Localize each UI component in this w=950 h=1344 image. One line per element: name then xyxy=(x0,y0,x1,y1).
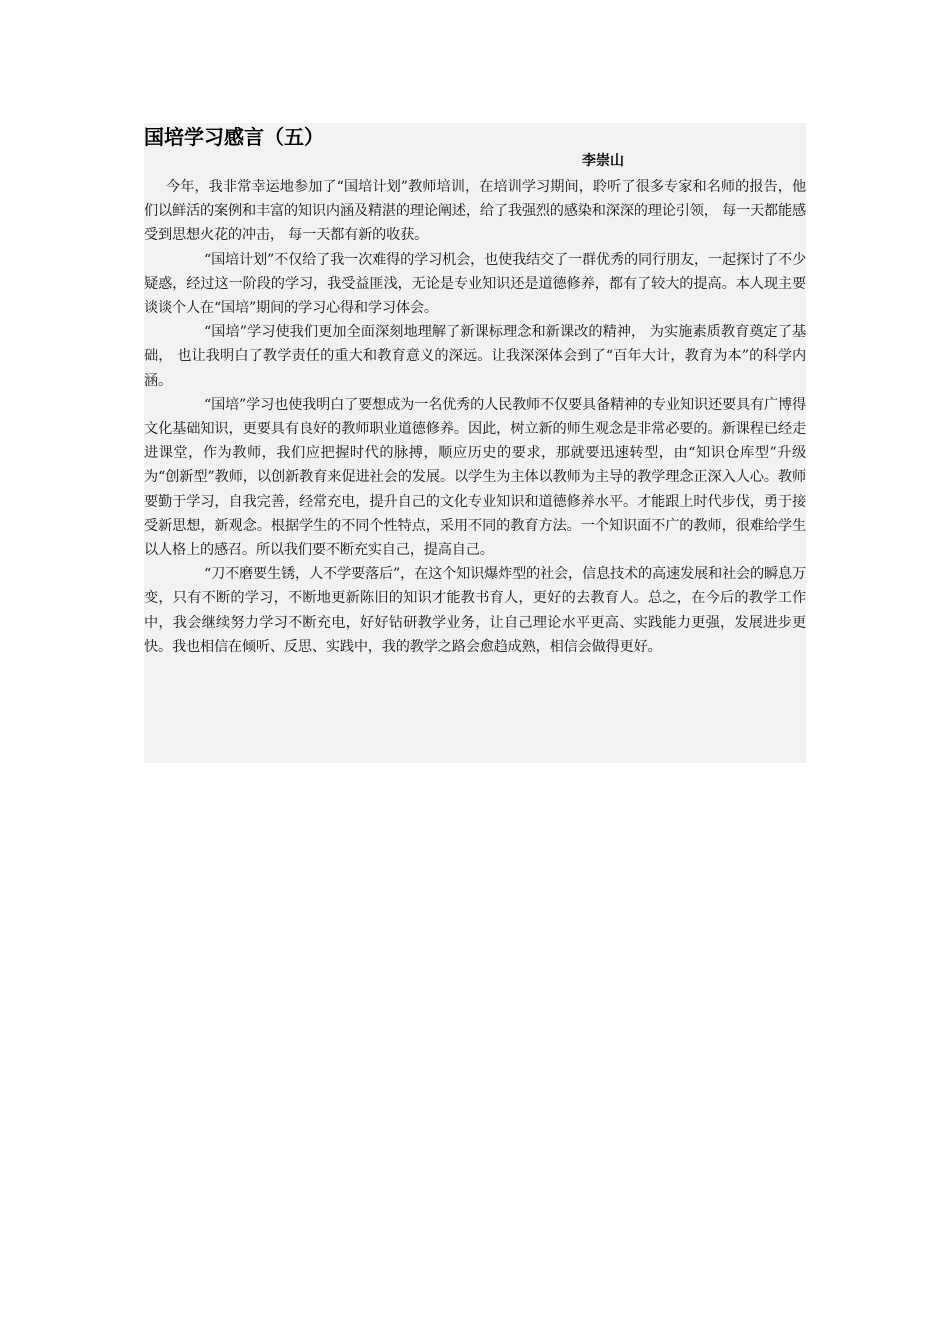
author-name: 李崇山 xyxy=(582,153,624,169)
paragraph-2: “国培计划”不仅给了我一次难得的学习机会，也使我结交了一群优秀的同行朋友，一起探讨了不少疑惑，经过这一阶段的学习，我受益匪浅，无论是专业知识还是道德修养，都有了较大的提高。本人现主要谈谈个人在“国培”期间的学习心得和学习体会。 xyxy=(144,251,806,317)
text-block xyxy=(144,123,806,763)
paragraph-1: 今年，我非常幸运地参加了“国培计划”教师培训，在培训学习期间，聆听了很多专家和名师的报告，他们以鲜活的案例和丰富的知识内涵及精湛的理论阐述，给了我强烈的感染和深深的理论引领， 每一天都能感受到思想火花的冲击， 每一天都有新的收获。 xyxy=(144,179,806,244)
document-title: 国培学习感言（五） xyxy=(144,125,324,149)
paragraph-4: “国培”学习也使我明白了要想成为一名优秀的人民教师不仅要具备精神的专业知识还要具有广博得文化基础知识，更要具有良好的教师职业道德修养。因此，树立新的师生观念是非常必要的。新课程已经走进课堂，作为教师，我们应把握时代的脉搏，顺应历史的要求，那就要迅速转型，由“知识仓库型”升级为“创新型”教师，以创新教育来促进社会的发展。以学生为主体以教师为主导的教学理念正深入人心。教师要勤于学习，自我完善，经常充电，提升自己的文化专业知识和道德修养水平。才能跟上时代步伐，勇于接受新思想，新观念。根据学生的不同个性特点，采用不同的教育方法。一个知识面不广的教师，很难给学生以人格上的感召。所以我们要不断充实自己，提高自己。 xyxy=(144,396,806,559)
paragraph-5: “刀不磨要生锈，人不学要落后”，在这个知识爆炸型的社会，信息技术的高速发展和社会的瞬息万变，只有不断的学习，不断地更新陈旧的知识才能教书育人，更好的去教育人。总之，在今后的教学工作中，我会继续努力学习不断充电，好好钻研教学业务，让自己理论水平更高、实践能力更强，发展进步更快。我也相信在倾听、反思、实践中，我的教学之路会愈趋成熟，相信会做得更好。 xyxy=(144,566,806,655)
document-body xyxy=(144,175,806,659)
paragraph-3: “国培”学习使我们更加全面深刻地理解了新课标理念和新课改的精神， 为实施素质教育奠定了基础， 也让我明白了教学责任的重大和教育意义的深远。让我深深体会到了“百年大计，教育为本”的科学内涵。 xyxy=(144,324,806,389)
